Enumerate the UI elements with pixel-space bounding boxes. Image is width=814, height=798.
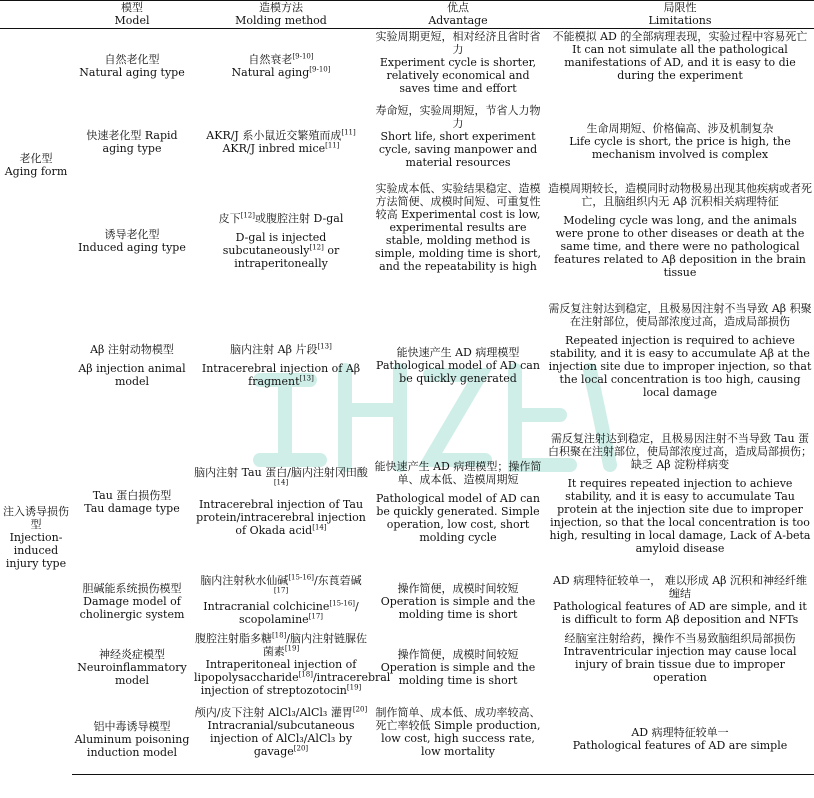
limitations-cell: 造模周期较长，造模同时动物极易出现其他疾病或者死亡，且脑组织内无 Aβ 沉积相关病理特征 Modeling cycle was long, and the animals were prone to other diseases or death at the same time, and there were no pathological features related to Aβ deposition in the brain tissue (548, 181, 812, 279)
advantage-cell: 操作简便，成模时间较短 Operation is simple and the molding time is short (380, 582, 536, 621)
advantage-cell: 实验成本低、实验结果稳定、造模方法简便、成模时间短、可重复性较高 Experimental cost is low, experimental results are stable, molding method is simple, molding time is short, and the repeatability is high (375, 181, 541, 273)
advantage-cell: 制作简单、成本低、成功率较高、死亡率较低 Simple production, low cost, high success rate, low mortality (370, 705, 546, 775)
model-cell: 胆碱能系统损伤模型 Damage model of cholinergic system (79, 582, 185, 621)
group-injection: 注入诱导损伤型 Injection-induced injury type (3, 505, 69, 570)
advantage-cell: 能快速产生 AD 病理模型；操作简单、成本低、造模周期短 Pathological model of AD can be quickly generated. Simple operation, low cost, short molding cycle (374, 459, 542, 544)
table-row (0, 705, 814, 775)
method-cell: 脑内注射秋水仙碱[15-16]/东莨菪碱[17] Intracranial colchicine[15-16]/ scopolamine[17] (200, 572, 362, 626)
table-row (0, 181, 814, 301)
header-blank (0, 1, 72, 29)
limitations-cell: AD 病理特征较单一， 难以形成 Aβ 沉积和神经纤维缠结 Pathological features of AD are simple, and it is difficult to form Aβ deposition and NFTs (552, 573, 808, 626)
model-cell: 快速老化型 Rapid aging type (86, 128, 178, 155)
table-row (0, 431, 814, 573)
table-row (0, 573, 814, 631)
method-cell: 脑内注射 Aβ 片段[13] Intracerebral injection of Aβ fragment[13] (201, 342, 361, 388)
header-limitations: 局限性 Limitations (546, 1, 814, 29)
advantage-cell: 寿命短，实验周期短，节省人力物力 Short life, short experiment cycle, saving manpower and material resources (375, 103, 541, 169)
limitations-cell: AD 病理特征较单一 Pathological features of AD are simple (546, 705, 814, 775)
model-cell: 自然老化型 Natural aging type (79, 52, 185, 79)
limitations-cell: 需反复注射达到稳定，且极易因注射不当导致 Aβ 积聚在注射部位，使局部浓度过高，造成局部损伤 Repeated injection is required to achieve stability, and it is easy to accumulate Aβ at the injection site due to improper injection, so that the local concentration is too high, causing local damage (548, 301, 812, 399)
method-cell: 腹腔注射脂多糖[18]/脑内注射链脲佐菌素[19] Intraperitoneal injection of lipopolysaccharide[18]/intracerebral injection of streptozotocin[19] (194, 630, 391, 697)
group-aging: 老化型 Aging form (4, 151, 68, 178)
method-cell: 皮下[12]或腹腔注射 D-gal D-gal is injected subcutaneously[12] or intraperitoneally (218, 210, 344, 270)
table-row (0, 301, 814, 431)
model-cell: Aβ 注射动物模型 Aβ injection animal model (78, 343, 186, 388)
method-cell: 脑内注射 Tau 蛋白/脑内注射冈田酸[14] Intracerebral injection of Tau protein/intracerebral injection of Okada acid[14] (194, 466, 368, 537)
advantage-cell: 能快速产生 AD 病理模型 Pathological model of AD can be quickly generated (376, 346, 540, 385)
advantage-cell: 操作简便，成模时间较短 Operation is simple and the molding time is short (380, 648, 536, 687)
method-cell: AKR/J 系小鼠近交繁殖而成[11] AKR/J inbred mice[11] (206, 127, 356, 155)
table-row (0, 103, 814, 181)
model-cell: 铝中毒诱导模型 Aluminum poisoning induction model (72, 705, 192, 775)
header-row (0, 1, 814, 29)
limitations-cell: 需反复注射达到稳定，且极易因注射不当导致 Tau 蛋白积聚在注射部位，使局部浓度过高，造成局部损伤；缺乏 Aβ 淀粉样病变 It requires repeated injection to achieve stability, and it is easy to accumulate Tau protein at the injection site due to improper injection, so that the local concentration is too high, resulting in local damage, Lack of A-beta amyloid disease (548, 431, 812, 555)
advantage-cell: 实验周期更短，相对经济且省时省力 Experiment cycle is shorter, relatively economical and saves time and effort (375, 30, 541, 95)
header-method: 造模方法 Molding method (192, 1, 370, 29)
method-cell: 颅内/皮下注射 AlCl₃/AlCl₃ 灌胃[20] Intracranial/subcutaneous injection of AlCl₃/AlCl₃ by gavage[20] (192, 705, 370, 775)
limitations-cell: 经脑室注射给药，操作不当易致脑组织局部损伤 Intraventricular injection may cause local injury of brain tissue due to improper operation (563, 631, 797, 684)
limitations-cell: 生命周期短、价格偏高、涉及机制复杂 Life cycle is short, the price is high, the mechanism involved is complex (569, 122, 791, 161)
model-cell: Tau 蛋白损伤型 Tau damage type (84, 488, 180, 515)
header-advantage: 优点 Advantage (370, 1, 546, 29)
method-cell: 自然衰老[9-10] Natural aging[9-10] (231, 52, 331, 79)
table-row (0, 631, 814, 705)
limitations-cell: 不能模拟 AD 的全部病理表现，实验过程中容易死亡 It can not simulate all the pathological manifestations of AD, and it is easy to die during the experiment (552, 30, 808, 82)
header-model: 模型 Model (72, 1, 192, 29)
model-cell: 诱导老化型 Induced aging type (78, 227, 186, 254)
model-cell: 神经炎症模型 Neuroinflammatory model (77, 648, 187, 687)
table-row (0, 29, 814, 103)
